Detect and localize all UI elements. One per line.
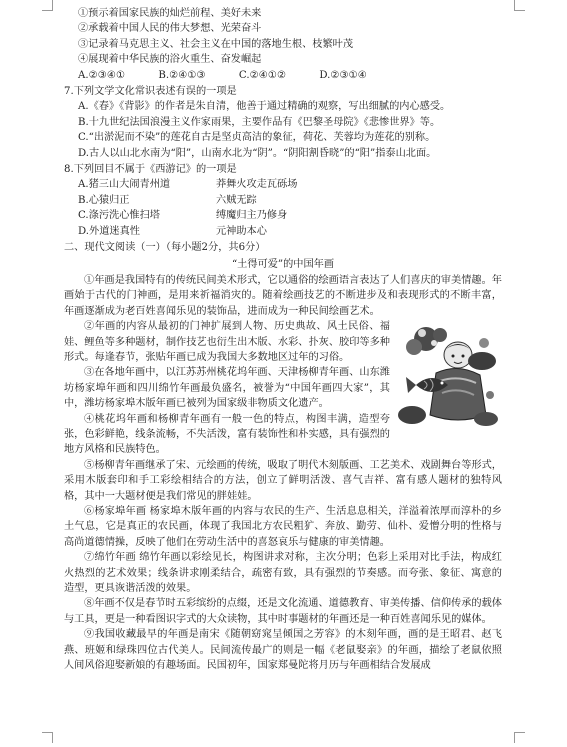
q8-option-b xyxy=(64,193,502,208)
q8-option-c xyxy=(64,208,502,223)
q6-answers xyxy=(64,68,502,83)
crop-mark-bottom-left xyxy=(42,732,53,743)
q8-option-c-part1: C.涤污洗心惟扫塔 xyxy=(78,210,160,222)
paragraph-7: ⑦绵竹年画 绵竹年画以彩绘见长，构图讲求对称，主次分明；色彩上采用对比手法，构成红火热烈的艺术效果；线条讲求刚柔结合，疏密有致，具有强烈的节奏感。而夸张、象征、寓意的造型，更具诙谐活泼的效果。 xyxy=(64,552,502,595)
q8-option-d xyxy=(64,224,502,239)
section-heading: 二、现代文阅读（一）（每小题2分，共6分） xyxy=(64,242,266,254)
paragraph-5: ⑤杨柳青年画继承了宋、元绘画的传统，吸取了明代木刻版画、工艺美术、戏剧舞台等形式，采用木版套印和手工彩绘相结合的方法，创立了鲜明活泼、喜气吉祥、富有感人题材的独特风格，其中一大题材便是我们常见的胖娃娃。 xyxy=(64,459,502,502)
crop-mark-top-left xyxy=(42,0,53,11)
q7-stem: 7.下列文学文化常识表述有误的一项是 xyxy=(64,86,237,98)
q8-option-a-part2: 莽舞火攻走瓦砾场 xyxy=(216,179,298,191)
crop-mark-top-right xyxy=(514,0,525,11)
q8-option-a-part1: A.猪三山大闹青州道 xyxy=(78,179,171,191)
q6-answer-a: A.②③④① xyxy=(78,69,126,81)
document-content xyxy=(64,6,502,673)
paragraph-4: ④桃花坞年画和杨柳青年画有一般一色的特点，构图丰满，造型夸张，色彩鲜艳，线条流畅，不失活泼，富有装饰性和朴实感，具有强烈的地方风格和民族特色。 xyxy=(64,413,390,456)
new-year-painting-image xyxy=(396,323,500,429)
q7-option-c: C.“出淤泥而不染”的莲花自古是坚贞高洁的象征，荷花、芙蓉均为莲花的别称。 xyxy=(78,132,436,144)
paragraph-6: ⑥杨家埠年画 杨家埠木版年画的内容与农民的生产、生活息息相关，洋溢着浓厚而淳朴的乡土气息，它是真正的农民画，体现了我国北方农民粗犷、奔放、勤劳、仙朴、爱憎分明的性格与高尚道德情操，反映了他们在劳动生活中的喜怒哀乐与健康的审美情趣。 xyxy=(64,506,502,548)
paragraph-1: ①年画是我国特有的传统民间美术形式，它以通俗的绘画语言表达了人们喜庆的审美情趣。年画始于古代的门神画，是用来祈福消灾的。随着绘画技艺的不断进步及和表现形式的不断丰富，年画逐渐成为老百姓喜闻乐见的装饰品，进而成为一种民间绘画艺术。 xyxy=(64,274,502,317)
paragraph-2: ②年画的内容从最初的门神扩展到人物、历史典故、风土民俗、福娃、鲤鱼等多种题材，制作技艺也衍生出木版、水彩、扑灰、胶印等多种形式。每逢春节，张贴年画已成为我国大多数地区过年的习俗。 xyxy=(64,321,390,363)
q7-option-b: B.十九世纪法国浪漫主义作家雨果，主要作品有《巴黎圣母院》《悲惨世界》等。 xyxy=(78,116,441,128)
q8-stem: 8.下列回目不属于《西游记》的一项是 xyxy=(64,164,237,176)
illustrated-block xyxy=(64,319,502,458)
paragraph-3: ③在各地年画中，以江苏苏州桃花坞年画、天津杨柳青年画、山东潍坊杨家埠年画和四川绵竹年画最负盛名，被誉为“中国年画四大家”，其中，潍坊杨家埠木版年画已被列为国家级非物质文化遗产。 xyxy=(64,367,390,410)
q7-option-a: A.《春》《背影》的作者是朱自清，他善于通过精确的观察，写出细腻的内心感受。 xyxy=(78,101,451,113)
article-title: “土得可爱”的中国年画 xyxy=(231,258,335,270)
q6-answer-c: C.②④①② xyxy=(238,69,287,81)
q8-option-a xyxy=(64,177,502,192)
q6-option-4: ④展现着中华民族的浴火重生、奋发崛起 xyxy=(78,54,262,66)
paragraph-8: ⑧年画不仅是春节时五彩缤纷的点缀，还是文化流通、道德教育、审美传播、信仰传承的载体与工具，更是一种看图识字式的大众读物，其中时事题材的年画还是一种百姓喜闻乐见的媒体。 xyxy=(64,598,502,625)
q8-option-d-part2: 元神助本心 xyxy=(216,225,267,237)
q8-option-b-part1: B.心猿归正 xyxy=(78,194,130,206)
q8-option-d-part1: D.外道迷真性 xyxy=(78,225,140,237)
q8-option-c-part2: 缚魔归主乃修身 xyxy=(216,210,288,222)
crop-mark-bottom-right xyxy=(514,732,525,743)
q7-option-d: D.古人以山北水南为“阳”，山南水北为“阴”。“阴阳割昏晓”的“阳”指泰山北面。 xyxy=(78,147,437,159)
q6-option-3: ③记录着马克思主义、社会主义在中国的落地生根、枝繁叶茂 xyxy=(78,38,354,50)
paragraph-9: ⑨我国收藏最早的年画是南宋《随朝窈窕呈倾国之芳容》的木刻年画，画的是王昭君、赵飞燕、班姬和绿珠四位古代美人。民间流传最广的则是一幅《老鼠娶亲》的年画，描绘了老鼠依照人间风俗迎娶新娘的有趣场面。民国初年，国家郑曼陀将月历与年画相结合发展成 xyxy=(64,629,502,672)
q8-option-b-part2: 六贼无踪 xyxy=(216,194,257,206)
q6-answer-d: D.②③①④ xyxy=(319,69,367,81)
q6-option-1: ①预示着国家民族的灿烂前程、美好未来 xyxy=(78,8,262,19)
q6-answer-b: B.②④①③ xyxy=(158,69,206,81)
q6-option-2: ②承载着中国人民的伟大梦想、光荣奋斗 xyxy=(78,23,262,35)
